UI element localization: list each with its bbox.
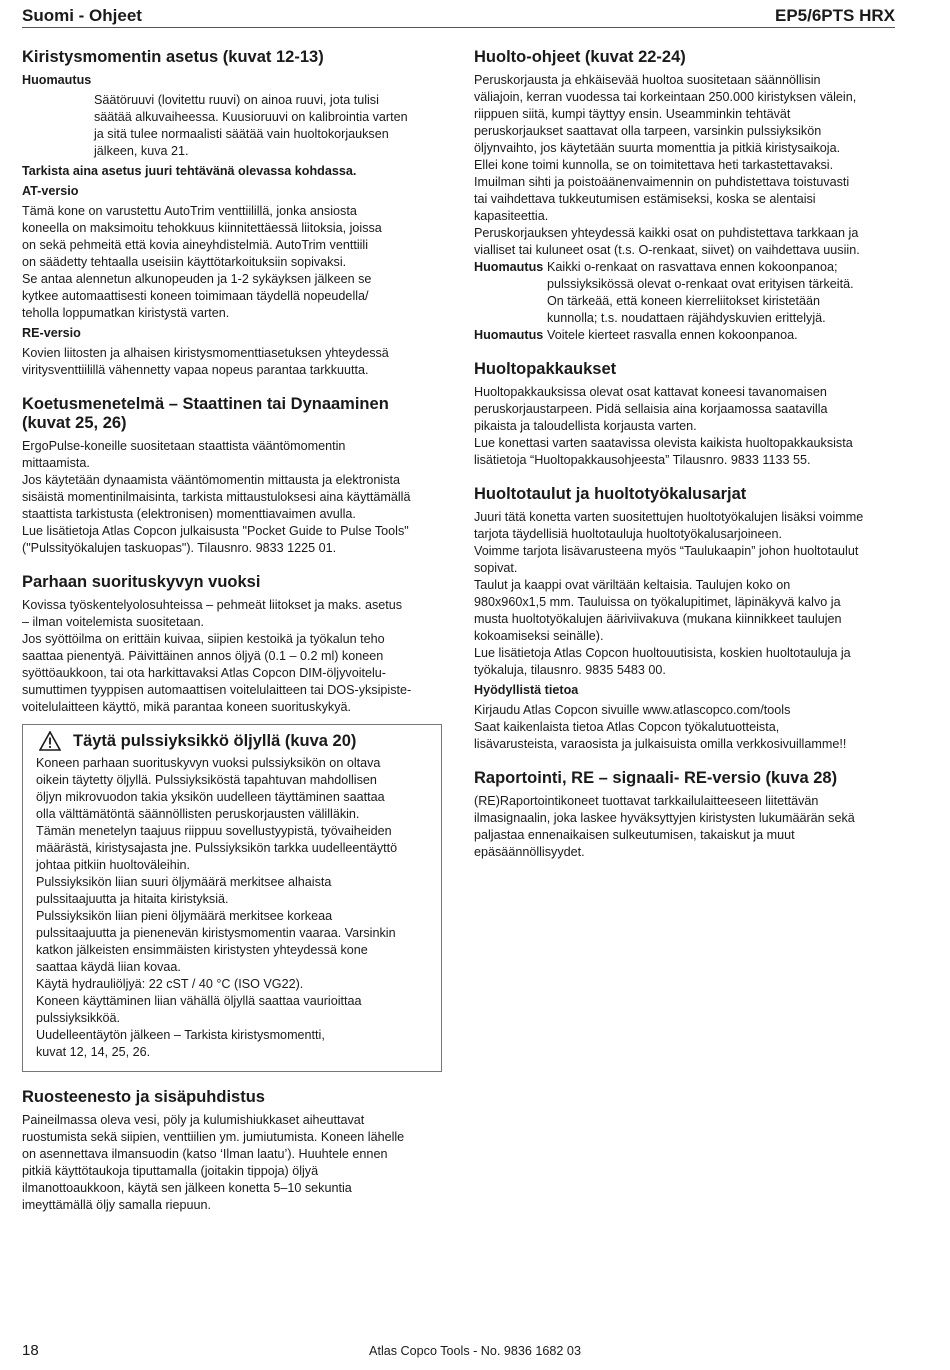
text-line: teholla loppumatkan kiristystä varten. <box>22 306 230 320</box>
service-note-2-label: Huomautus <box>474 328 544 342</box>
text-line: pulssiyksikköä. <box>36 1011 120 1025</box>
text-line: kokoamiseksi seinälle). <box>474 629 604 643</box>
right-column <box>474 48 899 861</box>
text-line: Paineilmassa oleva vesi, pöly ja kulumishiukkaset aiheuttavat <box>22 1113 365 1127</box>
text-line: sopivat. <box>474 561 518 575</box>
text-line: pikaista ja taloudellista korjausta varten. <box>474 419 697 433</box>
text-line: vialliset tai kuluneet osat (t.s. O-renkaat, siivet) on vaihdettava uusiin. <box>474 243 860 257</box>
at-version-title: AT-versio <box>22 184 79 198</box>
text-line: jälkeen, kuva 21. <box>94 144 189 158</box>
re-version-title: RE-versio <box>22 326 81 340</box>
text-line: Taulut ja kaappi ovat väriltään keltaisia. Taulujen koko on <box>474 578 791 592</box>
text-line: Uudelleentäytön jälkeen – Tarkista kiristysmomentti, <box>36 1028 325 1042</box>
service-note-1-label: Huomautus <box>474 260 544 274</box>
text-line: Peruskorjausta ja ehkäisevää huoltoa suositetaan säännöllisin <box>474 73 821 87</box>
service-note-2-text: Voitele kierteet rasvalla ennen kokoonpanoa. <box>547 328 798 342</box>
text-line: viritysventtiilillä vähennetty vapaa nopeus parantaa tarkkuutta. <box>22 363 369 377</box>
text-line: syöttöaukkoon, tai ota harkittavaksi Atlas Copcon DIM-öljyvoitelu- <box>22 666 386 680</box>
service-kits-text <box>474 384 899 469</box>
text-line: ja sitä tulee normaalisti säätää vain huoltokorjauksen <box>94 127 389 141</box>
text-line: Käytä hydrauliöljyä: 22 cST / 40 °C (ISO VG22). <box>36 977 304 991</box>
service-note-1 <box>474 259 899 327</box>
service-note-2 <box>474 327 899 344</box>
text-line: saattaa pienentyä. Päivittäinen annos öljyä (0.1 – 0.2 ml) koneen <box>22 649 384 663</box>
section-title-service-boards: Huoltotaulut ja huoltotyökalusarjat <box>474 485 747 503</box>
text-line: on sekä pehmeitä että kovia aineyhdistelmiä. AutoTrim venttiili <box>22 238 369 252</box>
text-line: sumuttimen tyyppisen automaattisen voitelulaitteen tai DOS-yksipiste- <box>22 683 412 697</box>
check-setting-text: Tarkista aina asetus juuri tehtävänä olevassa kohdassa. <box>22 164 357 178</box>
text-line: (RE)Raportointikoneet tuottavat tarkkailulaitteeseen liitettävän <box>474 794 819 808</box>
section-title-service-kits: Huoltopakkaukset <box>474 360 617 378</box>
rust-prevention-text <box>22 1112 442 1214</box>
text-line: 980x960x1,5 mm. Tauluissa on työkalupitimet, läpinäkyvä kalvo ja <box>474 595 841 609</box>
best-performance-text <box>22 597 442 716</box>
text-line: Jos syöttöilma on erittäin kuivaa, siipien kestoikä ja työkalun teho <box>22 632 385 646</box>
text-line: pulssitaajuutta ja pienenevän kiristysmomentin vaaraa. Varsinkin <box>36 926 396 940</box>
text-line: ErgoPulse-koneille suositetaan staattista vääntömomentin <box>22 439 346 453</box>
text-line: pulssitaajuutta ja hitaita kiristyksiä. <box>36 892 229 906</box>
text-line: Imuilman sihti ja poistoäänenvaimennin on puhdistettava toistuvasti <box>474 175 850 189</box>
text-line: kuvat 12, 14, 25, 26. <box>36 1045 151 1059</box>
note-text <box>22 92 442 160</box>
text-line: Kaikki o-renkaat on rasvattava ennen kokoonpanoa; <box>547 260 838 274</box>
text-line: sisäistä momentinilmaisinta, tarkista mittaustuloksesi aina käyttämällä <box>22 490 411 504</box>
text-line: kapasiteettia. <box>474 209 549 223</box>
text-line: työkaluja, tilausnro. 9835 5483 00. <box>474 663 666 677</box>
text-line: öljyn mikrovuodon takia yksikön uudelleen täyttäminen saattaa <box>36 790 385 804</box>
section-title-rust-prevention: Ruosteenesto ja sisäpuhdistus <box>22 1088 265 1106</box>
text-line: Kovissa työskentelyolosuhteissa – pehmeät liitokset ja maks. asetus <box>22 598 403 612</box>
text-line: Tämän menetelyn taajuus riippuu sovellustyypistä, työvaiheiden <box>36 824 392 838</box>
section-title-service: Huolto-ohjeet (kuvat 22-24) <box>474 48 686 66</box>
service-text <box>474 72 899 259</box>
text-line: On tärkeää, että koneen kierreliitokset kiristetään <box>547 294 821 308</box>
service-boards-text <box>474 509 899 679</box>
text-line: pitkiä käyttötaukoja tiputtamalla (joitakin tippoja) öljyä <box>22 1164 319 1178</box>
text-line: saattaa käydä liian kovaa. <box>36 960 181 974</box>
text-line: säätää alkuvaiheessa. Kuusioruuvi on kalibrointia varten <box>94 110 408 124</box>
header-language: Suomi - Ohjeet <box>22 6 142 25</box>
text-line: peruskorjaukset saattavat olla tarpeen, varsinkin pulssiyksikön <box>474 124 822 138</box>
document-number: Atlas Copco Tools - No. 9836 1682 03 <box>369 1344 581 1358</box>
warning-title: Täytä pulssiyksikkö öljyllä (kuva 20) <box>73 731 357 750</box>
text-line: Lue lisätietoja Atlas Copcon julkaisusta "Pocket Guide to Pulse Tools" <box>22 524 409 538</box>
text-line: peruskorjaustarpeen. Pidä sellaisia aina korjaamossa saatavilla <box>474 402 828 416</box>
text-line: Kovien liitosten ja alhaisen kiristysmomenttiasetuksen yhteydessä <box>22 346 389 360</box>
text-line: on asennettava ilmansuodin (katso ‘Ilman laatu’). Huuhtele ennen <box>22 1147 388 1161</box>
text-line: Huoltopakkauksissa olevat osat kattavat koneesi tavanomaisen <box>474 385 827 399</box>
text-line: Koetusmenetelmä – Staattinen tai Dynaaminen <box>22 395 389 413</box>
text-line: olla välttämätöntä säännöllisten peruskorjausten välilläkin. <box>36 807 360 821</box>
text-line: ilmanottoaukkoon, käytä sen jälkeen konetta 5–10 sekuntia <box>22 1181 352 1195</box>
text-line: paljastaa ennenaikaisen sulkeutumisen, takaiskut ja muut <box>474 828 795 842</box>
text-line: Pulssiyksikön liian pieni öljymäärä merkitsee korkeaa <box>36 909 333 923</box>
text-line: Saat kaikenlaista tietoa Atlas Copcon työkalutuotteista, <box>474 720 780 734</box>
header-divider <box>22 27 895 28</box>
text-line: Pulssiyksikön liian suuri öljymäärä merkitsee alhaista <box>36 875 332 889</box>
text-line: tarjota täydellisiä huoltotauluja huoltotyökalusarjoineen. <box>474 527 783 541</box>
warning-triangle-icon <box>39 731 61 751</box>
text-line: voitelulaitteen käyttö, mikä parantaa koneen suorituskykyä. <box>22 700 352 714</box>
text-line: Se antaa alennetun alkunopeuden ja 1-2 sykäyksen jälkeen se <box>22 272 372 286</box>
left-column <box>22 48 442 1214</box>
text-line: epäsäännöllisyydet. <box>474 845 585 859</box>
re-version-text <box>22 345 442 379</box>
text-line: Säätöruuvi (lovitettu ruuvi) on ainoa ruuvi, jota tulisi <box>94 93 379 107</box>
text-line: Juuri tätä konetta varten suositettujen huoltotyökalujen lisäksi voimme <box>474 510 864 524</box>
section-title-best-performance: Parhaan suorituskyvyn vuoksi <box>22 573 261 591</box>
text-line: johtaa pitkiin huoltoväleihin. <box>36 858 191 872</box>
text-line: katkon jälkeisten ensimmäisten kiristysten yhteydessä kone <box>36 943 368 957</box>
text-line: Koneen parhaan suorituskyvyn vuoksi pulssiyksikön on oltava <box>36 756 381 770</box>
text-line: Jos käytetään dynaamista vääntömomentin mittausta ja elektronista <box>22 473 401 487</box>
useful-info-title: Hyödyllistä tietoa <box>474 683 579 697</box>
text-line: tai vaihdettava tukkeutumisen estämiseksi, koska se alentaisi <box>474 192 816 206</box>
text-line: Peruskorjauksen yhteydessä kaikki osat on puhdistettava tarkkaan ja <box>474 226 859 240</box>
text-line: määrästä, kiristysajasta jne. Pulssiyksikön tarkka uudelleentäyttö <box>36 841 398 855</box>
text-line: lisävarusteista, varaosista ja julkaisuista omilla verkkosivuillamme!! <box>474 737 847 751</box>
text-line: väliajoin, kerran vuodessa tai korkeintaan 250.000 kiristyksen välein, <box>474 90 857 104</box>
text-line: kunnolla; t.s. noudattaen räjähdyskuvien erittelyjä. <box>547 311 826 325</box>
warning-text <box>36 755 429 1061</box>
text-line: (kuvat 25, 26) <box>22 414 127 432</box>
text-line: Lue konettasi varten saatavissa olevista kaikista huoltopakkauksista <box>474 436 853 450</box>
text-line: öljynvaihto, jos käytetään suurta momenttia ja pitkiä kiristysaikoja. <box>474 141 841 155</box>
text-line: staattista tarkistusta (elektronisen) momenttiavaimen avulla. <box>22 507 356 521</box>
text-line: kytkee automaattisesti koneen toimimaan täydellä nopeudella/ <box>22 289 369 303</box>
section-title-reporting: Raportointi, RE – signaali- RE-versio (kuva 28) <box>474 769 838 787</box>
header-model: EP5/6PTS HRX <box>775 6 895 25</box>
text-line: Tämä kone on varustettu AutoTrim venttiilillä, jonka ansiosta <box>22 204 357 218</box>
useful-info-text <box>474 702 899 753</box>
text-line: ruostumista sekä siipien, venttiilien ym. jumiutumista. Koneen lähelle <box>22 1130 405 1144</box>
test-method-text <box>22 438 442 557</box>
text-line: mittaamista. <box>22 456 90 470</box>
text-line: on säädetty tehtaalla useisiin käyttötarkoituksiin sopivaksi. <box>22 255 347 269</box>
text-line: pulssiyksikössä olevat o-renkaat ovat erityisen tärkeitä. <box>547 277 854 291</box>
text-line: ("Pulssityökalujen taskuopas"). Tilausnro. 9833 1225 01. <box>22 541 337 555</box>
text-line: riippuen siitä, kumpi täyttyy ensin. Useamminkin tehtävät <box>474 107 791 121</box>
text-line: Ellei kone toimi kunnolla, se on toimitettava heti tarkastettavaksi. <box>474 158 834 172</box>
page-number: 18 <box>22 1342 39 1359</box>
warning-box <box>22 724 442 1072</box>
section-title-torque-setting: Kiristysmomentin asetus (kuvat 12-13) <box>22 48 324 66</box>
at-version-text <box>22 203 442 322</box>
note-label: Huomautus <box>22 73 92 87</box>
warning-title-row <box>36 731 429 751</box>
text-line: Koneen käyttäminen liian vähällä öljyllä saattaa vaurioittaa <box>36 994 362 1008</box>
text-line: oikein täytetty öljyllä. Pulssiyksiköstä tapahtuvan mahdollisen <box>36 773 377 787</box>
text-line: Kirjaudu Atlas Copcon sivuille www.atlascopco.com/tools <box>474 703 791 717</box>
text-line: Lue lisätietoja Atlas Copcon huoltouutisista, koskien huoltotauluja ja <box>474 646 851 660</box>
text-line: – ilman voitelemista suositetaan. <box>22 615 205 629</box>
text-line: lisätietoja “Huoltopakkausohjeesta” Tilausnro. 9833 1133 55. <box>474 453 811 467</box>
reporting-text <box>474 793 899 861</box>
text-line: musta huoltotyökalujen ääriviivakuva (mukana kiinnikkeet taulujen <box>474 612 842 626</box>
text-line: ilmasignaalin, joka laskee hyväksyttyjen kiristysten lukumäärän sekä <box>474 811 855 825</box>
text-line: koneella on maksimoitu tehokkuus kiinnitettäessä liitoksia, joissa <box>22 221 382 235</box>
text-line: Voimme tarjota lisävarusteena myös “Taulukaapin” johon huoltotaulut <box>474 544 859 558</box>
text-line: imeyttämällä öljy samalla riepuun. <box>22 1198 211 1212</box>
service-note-1-text <box>547 259 854 327</box>
section-title-test-method <box>22 395 442 433</box>
